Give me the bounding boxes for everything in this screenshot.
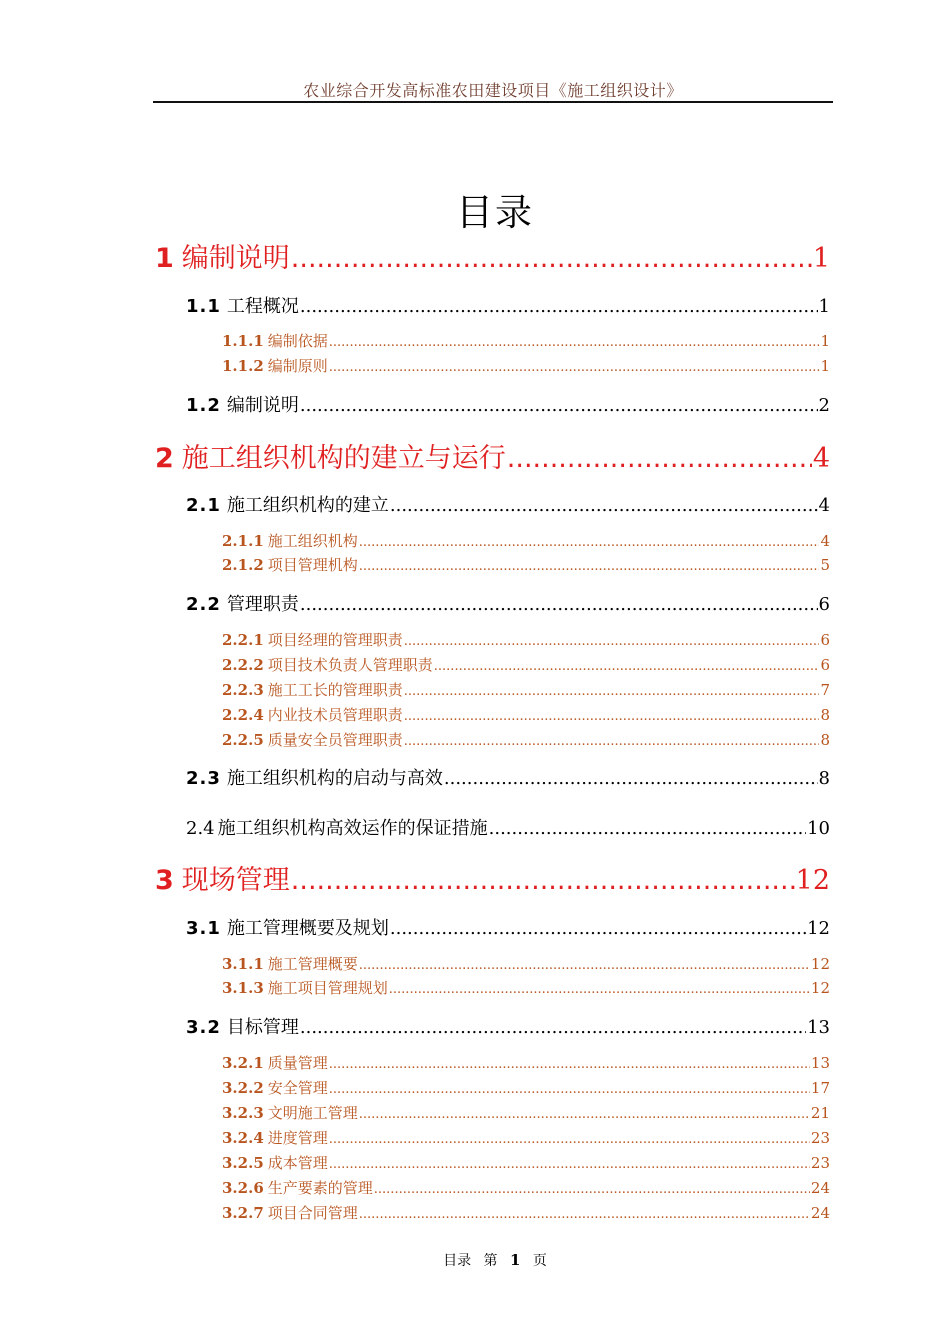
toc-entry-2-4[interactable] — [186, 814, 830, 840]
toc-page: 7 — [820, 681, 830, 699]
toc-text: 编制原则 — [267, 357, 328, 375]
toc-number: 3.2.4 — [222, 1129, 264, 1147]
toc-page: 5 — [820, 556, 830, 574]
toc-page: 8 — [820, 731, 830, 749]
toc-number: 3.1.3 — [222, 979, 264, 997]
toc-entry-2-1-1[interactable] — [222, 530, 830, 551]
toc-entry-2-2-1[interactable] — [222, 629, 830, 650]
dot-leader — [389, 982, 810, 997]
toc-text: 内业技术员管理职责 — [267, 706, 403, 724]
footer-suffix: 页 — [532, 1253, 547, 1269]
dot-leader — [404, 684, 820, 699]
toc-entry-3-2-2[interactable] — [222, 1077, 830, 1098]
dot-leader — [404, 734, 820, 749]
dot-leader — [489, 818, 806, 839]
toc-entry-2-1-2[interactable] — [222, 554, 830, 575]
toc-text: 施工管理概要及规划 — [226, 918, 389, 939]
dot-leader — [329, 335, 820, 350]
toc-entry-3-2-7[interactable] — [222, 1202, 830, 1223]
toc-page: 17 — [810, 1079, 830, 1097]
toc-number: 2.3 — [186, 768, 221, 789]
toc-entry-2-2-3[interactable] — [222, 679, 830, 700]
dot-leader — [444, 768, 818, 789]
toc-number: 1 — [155, 243, 174, 274]
toc-text: 项目技术负责人管理职责 — [267, 656, 433, 674]
toc-entry-2-2-5[interactable] — [222, 729, 830, 750]
toc-number: 3 — [155, 865, 174, 896]
toc-entry-3[interactable] — [155, 858, 830, 897]
toc-text: 编制依据 — [267, 332, 328, 350]
toc-number: 3.2.1 — [222, 1054, 264, 1072]
dot-leader — [329, 360, 820, 375]
toc-entry-2-1[interactable] — [186, 491, 830, 517]
toc-entry-3-1-1[interactable] — [222, 953, 830, 974]
toc-page: 12 — [795, 865, 830, 896]
toc-text: 生产要素的管理 — [267, 1179, 373, 1197]
toc-number: 3.2.3 — [222, 1104, 264, 1122]
toc-page: 24 — [810, 1204, 830, 1222]
toc-page: 23 — [810, 1129, 830, 1147]
dot-leader — [507, 443, 812, 474]
toc-number: 3.2 — [186, 1017, 221, 1038]
toc-number: 2.2.4 — [222, 706, 264, 724]
toc-text: 施工管理概要 — [267, 955, 358, 973]
toc-entry-2-2[interactable] — [186, 590, 830, 616]
toc-entry-2-2-2[interactable] — [222, 654, 830, 675]
dot-leader — [359, 535, 820, 550]
toc-entry-1-1-2[interactable] — [222, 355, 830, 376]
toc-number: 2.2.3 — [222, 681, 264, 699]
dot-leader — [300, 594, 818, 615]
toc-text: 成本管理 — [267, 1154, 328, 1172]
dot-leader — [359, 559, 820, 574]
toc-text: 编制说明 — [181, 243, 290, 274]
toc-page: 12 — [807, 918, 830, 939]
toc-text: 目标管理 — [226, 1017, 299, 1038]
toc-page: 12 — [810, 955, 830, 973]
toc-number: 2.4 — [186, 818, 215, 839]
toc-number: 1.1 — [186, 296, 221, 317]
toc-number: 2.2.2 — [222, 656, 264, 674]
dot-leader — [390, 918, 806, 939]
dot-leader — [390, 495, 818, 516]
toc-number: 3.2.6 — [222, 1179, 264, 1197]
toc-page: 24 — [810, 1179, 830, 1197]
toc-text: 施工项目管理规划 — [267, 979, 388, 997]
toc-number: 1.1.1 — [222, 332, 264, 350]
toc-page: 4 — [818, 495, 830, 516]
toc-entry-3-2-6[interactable] — [222, 1177, 830, 1198]
toc-text: 管理职责 — [226, 594, 299, 615]
dot-leader — [374, 1182, 810, 1197]
toc-page: 4 — [820, 532, 830, 550]
toc-text: 施工组织机构 — [267, 532, 358, 550]
footer-page-number: 1 — [510, 1251, 521, 1269]
toc-page: 13 — [807, 1017, 830, 1038]
running-header: 农业综合开发高标准农田建设项目《施工组织设计》 — [303, 81, 683, 100]
dot-leader — [404, 634, 820, 649]
toc-page: 8 — [818, 768, 830, 789]
toc-page: 6 — [818, 594, 830, 615]
toc-page: 1 — [812, 243, 830, 274]
dot-leader — [291, 243, 812, 274]
toc-entry-3-1[interactable] — [186, 914, 830, 940]
toc-text: 项目经理的管理职责 — [267, 631, 403, 649]
page-footer — [0, 1250, 950, 1270]
toc-page: 13 — [810, 1054, 830, 1072]
dot-leader — [329, 1157, 810, 1172]
toc-number: 2.2 — [186, 594, 221, 615]
dot-leader — [359, 958, 810, 973]
toc-entry-3-2-3[interactable] — [222, 1102, 830, 1123]
toc-entry-1-1-1[interactable] — [222, 330, 830, 351]
dot-leader — [359, 1207, 810, 1222]
toc-text: 施工组织机构高效运作的保证措施 — [217, 818, 488, 839]
toc-text: 安全管理 — [267, 1079, 328, 1097]
toc-page: 21 — [810, 1104, 830, 1122]
toc-page: 2 — [818, 395, 830, 416]
toc-number: 2 — [155, 443, 174, 474]
toc-number: 2.2.1 — [222, 631, 264, 649]
toc-number: 1.1.2 — [222, 357, 264, 375]
footer-prefix: 第 — [483, 1253, 498, 1269]
toc-page: 23 — [810, 1154, 830, 1172]
dot-leader — [300, 1017, 806, 1038]
dot-leader — [434, 659, 820, 674]
toc-text: 文明施工管理 — [267, 1104, 358, 1122]
toc-text: 施工组织机构的启动与高效 — [226, 768, 443, 789]
toc-text: 施工组织机构的建立与运行 — [181, 443, 506, 474]
toc-text: 质量管理 — [267, 1054, 328, 1072]
toc-page: 1 — [820, 357, 830, 375]
toc-entry-1-1[interactable] — [186, 292, 830, 318]
toc-page: 6 — [820, 656, 830, 674]
toc-page: 12 — [810, 979, 830, 997]
toc-page: 10 — [807, 818, 830, 839]
toc-page: 1 — [818, 296, 830, 317]
toc-number: 3.1 — [186, 918, 221, 939]
toc-entry-3-2[interactable] — [186, 1013, 830, 1039]
toc-page: 6 — [820, 631, 830, 649]
toc-text: 进度管理 — [267, 1129, 328, 1147]
dot-leader — [300, 395, 818, 416]
toc-text: 项目管理机构 — [267, 556, 358, 574]
toc-entry-3-2-4[interactable] — [222, 1127, 830, 1148]
toc-number: 2.1 — [186, 495, 221, 516]
toc-number: 3.1.1 — [222, 955, 264, 973]
toc-page: 8 — [820, 706, 830, 724]
toc-entry-1[interactable] — [155, 236, 830, 275]
toc-number: 1.2 — [186, 395, 221, 416]
toc-number: 3.2.7 — [222, 1204, 264, 1222]
dot-leader — [329, 1132, 810, 1147]
toc-page: 1 — [820, 332, 830, 350]
toc-text: 项目合同管理 — [267, 1204, 358, 1222]
dot-leader — [359, 1107, 810, 1122]
toc-number: 2.1.2 — [222, 556, 264, 574]
dot-leader — [329, 1057, 810, 1072]
toc-text: 编制说明 — [226, 395, 299, 416]
toc-entry-1-2[interactable] — [186, 391, 830, 417]
toc-entry-2-3[interactable] — [186, 764, 830, 790]
toc-number: 2.1.1 — [222, 532, 264, 550]
toc-entry-3-1-3[interactable] — [222, 977, 830, 998]
toc-text: 施工组织机构的建立 — [226, 495, 389, 516]
toc-text: 质量安全员管理职责 — [267, 731, 403, 749]
dot-leader — [291, 865, 795, 896]
toc-entry-2-2-4[interactable] — [222, 704, 830, 725]
toc-title: 目录 — [456, 191, 534, 234]
dot-leader — [300, 296, 818, 317]
toc-text: 施工工长的管理职责 — [267, 681, 403, 699]
toc-number: 3.2.5 — [222, 1154, 264, 1172]
toc-entry-3-2-1[interactable] — [222, 1052, 830, 1073]
toc-text: 现场管理 — [181, 865, 290, 896]
toc-text: 工程概况 — [226, 296, 299, 317]
toc-entry-2[interactable] — [155, 436, 830, 475]
toc-number: 3.2.2 — [222, 1079, 264, 1097]
dot-leader — [329, 1082, 810, 1097]
toc-number: 2.2.5 — [222, 731, 264, 749]
header-rule — [153, 101, 833, 103]
footer-section: 目录 — [443, 1253, 472, 1269]
toc-page: 4 — [812, 443, 830, 474]
dot-leader — [404, 709, 820, 724]
toc-entry-3-2-5[interactable] — [222, 1152, 830, 1173]
